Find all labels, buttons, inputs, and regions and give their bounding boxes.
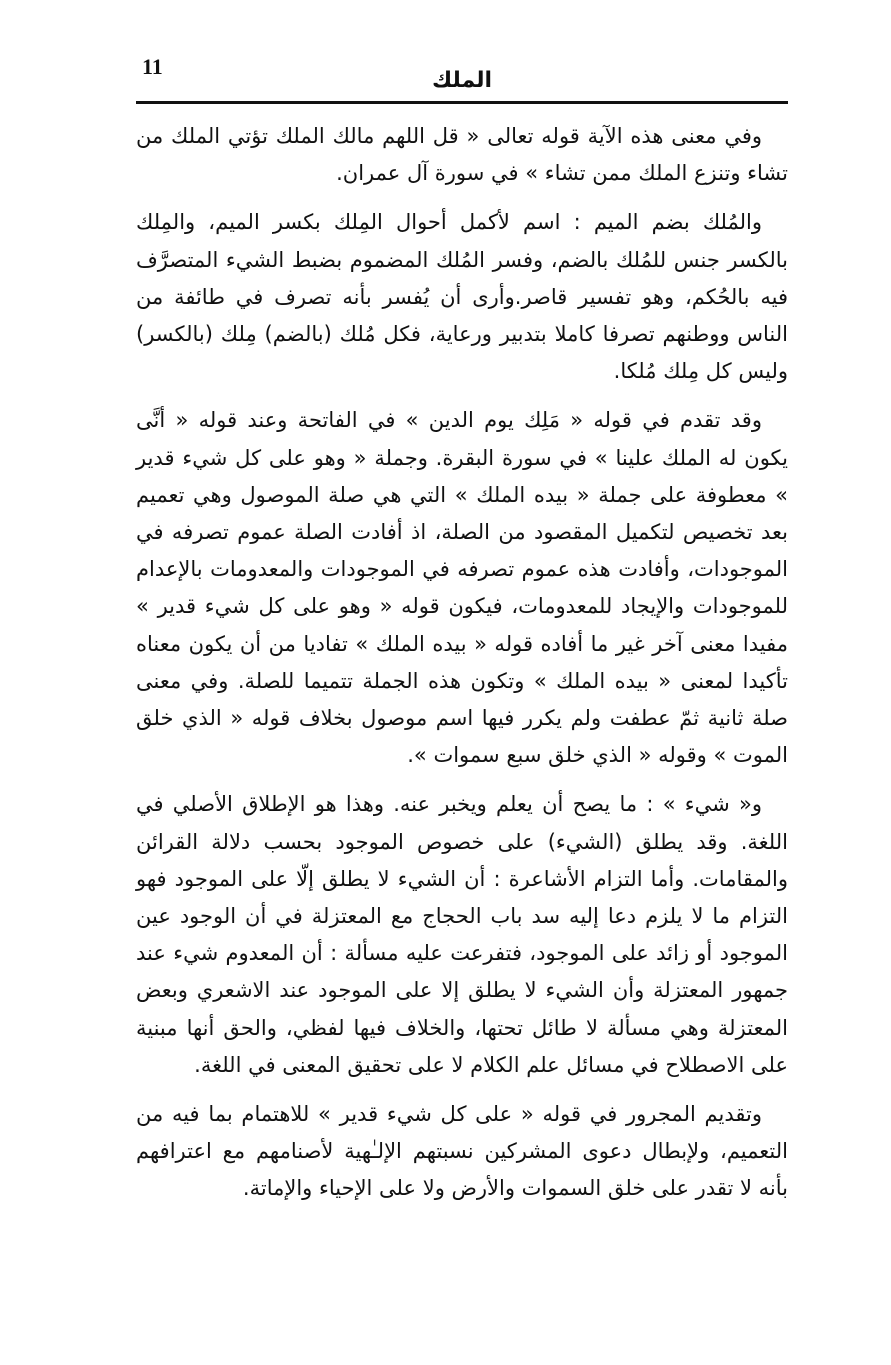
body-text [136,118,788,1208]
paragraph-5: وتقديم المجرور في قوله « على كل شيء قدير » للاهتمام بما فيه من التعميم، ولإبطال دعوى المشركين نسبتهم الإلـٰهية لأصنامهم مع اعترافهم بأنه لا تقدر على خلق السموات والأرض ولا على الإحياء والإماتة. [136,1102,788,1201]
paragraph-1: وفي معنى هذه الآية قوله تعالى « قل اللهم مالك الملك تؤتي الملك من تشاء وتنزع الملك ممن تشاء » في سورة آل عمران. [136,124,788,186]
page-number: 11 [142,54,163,79]
header-rule [136,101,788,104]
paragraph-2: والمُلك بضم الميم : اسم لأكمل أحوال المِلك بكسر الميم، والمِلك بالكسر جنس للمُلك بالضم، وفسر المُلك المضموم بضبط الشيء المتصرَّف فيه بالحُكم، وهو تفسير قاصر.وأرى أن يُفسر بأنه تصرف في طائفة من الناس ووطنهم تصرفا كاملا بتدبير ورعاية، فكل مُلك (بالضم) مِلك (بالكسر) وليس كل مِلك مُلكا. [136,210,788,384]
paragraph-3: وقد تقدم في قوله « مَلِك يوم الدين » في الفاتحة وعند قوله « أنَّى يكون له الملك علينا » في سورة البقرة. وجملة « وهو على كل شيء قدير » معطوفة على جملة « بيده الملك » التي هي صلة الموصول وهي تعميم بعد تخصيص لتكميل المقصود من الصلة، اذ أفادت الصلة عموم تصرفه في الموجودات، وأفادت هذه عموم تصرفه في الموجودات والمعدومات بالإعدام للموجودات والإيجاد للمعدومات، فيكون قوله « وهو على كل شيء قدير » مفيدا معنى آخر غير ما أفاده قوله « بيده الملك » تفاديا من أن يكون معناه تأكيدا لمعنى « بيده الملك » وتكون هذه الجملة تتميما للصلة. وفي معنى صلة ثانية ثمّ عطفت ولم يكرر فيها اسم موصول بخلاف قوله « الذي خلق الموت » وقوله « الذي خلق سبع سموات ». [136,408,788,768]
paragraph-4: و« شيء » : ما يصح أن يعلم ويخبر عنه. وهذا هو الإطلاق الأصلي في اللغة. وقد يطلق (الشيء) على خصوص الموجود بحسب دلالة القرائن والمقامات. وأما التزام الأشاعرة : أن الشيء لا يطلق إلّا على الموجود فهو التزام ما لا يلزم دعا إليه سد باب الحجاج مع المعتزلة في أن الوجود عين الموجود أو زائد على الموجود، فتفرعت عليه مسألة : أن المعدوم شيء عند جمهور المعتزلة وأن الشيء لا يطلق إلا على الموجود عند الاشعري وبعض المعتزلة وهي مسألة لا طائل تحتها، والخلاف فيها لفظي، والحق أنها مبنية على الاصطلاح في مسائل علم الكلام لا على تحقيق المعنى في اللغة. [136,792,788,1077]
page-header [136,50,788,104]
running-title: الملك [431,68,493,93]
